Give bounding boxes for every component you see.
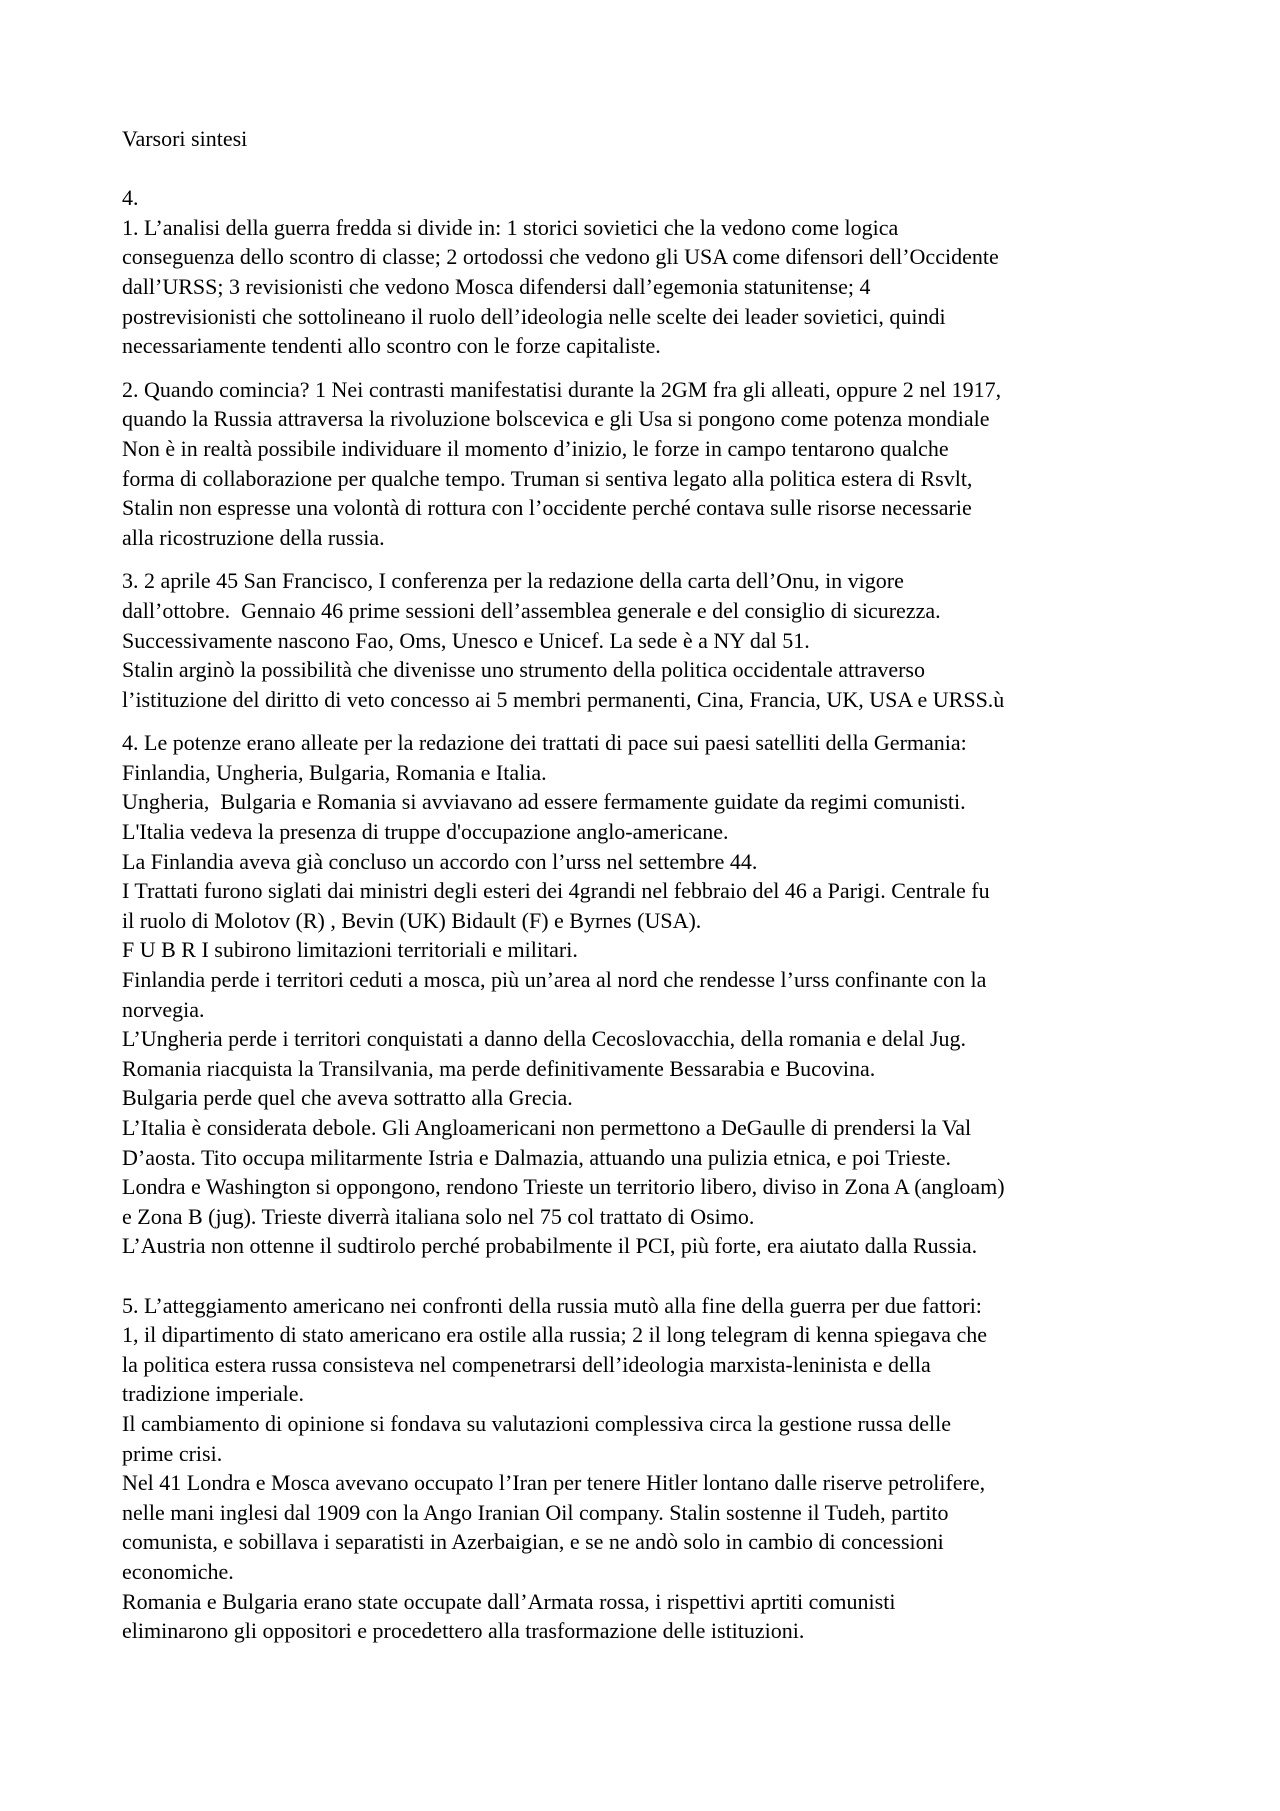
paragraph-line: 1. L’analisi della guerra fredda si divide in: 1 storici sovietici che la vedono come logica [122,214,899,240]
paragraph-line: Romania e Bulgaria erano state occupate dall’Armata rossa, i rispettivi aprtiti comunisti [122,1588,896,1614]
paragraph-line: eliminarono gli oppositori e procedettero alla trasformazione delle istituzioni. [122,1618,805,1644]
paragraph-line: l’istituzione del diritto di veto concesso ai 5 membri permanenti, Cina, Francia, UK, USA e URSS.ù [122,686,1005,712]
paragraph-line: necessariamente tendenti allo scontro con le forze capitaliste. [122,333,661,359]
paragraph-line: Stalin non espresse una volontà di rottura con l’occidente perché contava sulle risorse necessarie [122,495,972,521]
spacer [122,361,1182,375]
paragraph-line: dall’ottobre. Gennaio 46 prime sessioni dell’assemblea generale e del consiglio di sicurezza. [122,597,941,623]
paragraph-2 [122,375,1182,553]
paragraph-line: dall’URSS; 3 revisionisti che vedono Mosca difendersi dall’egemonia statunitense; 4 [122,273,871,299]
paragraph-line: nelle mani inglesi dal 1909 con la Ango Iranian Oil company. Stalin sostenne il Tudeh, partito [122,1499,949,1525]
paragraph-line: 5. L’atteggiamento americano nei confronti della russia mutò alla fine della guerra per due fattori: [122,1292,982,1318]
paragraph-line: Finlandia perde i territori ceduti a mosca, più un’area al nord che rendesse l’urss confinante con la [122,967,987,993]
paragraph-line: conseguenza dello scontro di classe; 2 ortodossi che vedono gli USA come difensori dell’Occidente [122,244,999,270]
paragraph-line: 1, il dipartimento di stato americano era ostile alla russia; 2 il long telegram di kenna spiegava che [122,1322,988,1348]
paragraph-line: D’aosta. Tito occupa militarmente Istria e Dalmazia, attuando una pulizia etnica, e poi Trieste. [122,1144,952,1170]
paragraph-line: alla ricostruzione della russia. [122,524,385,550]
paragraph-line: tradizione imperiale. [122,1381,305,1407]
paragraph-line: Il cambiamento di opinione si fondava su valutazioni complessiva circa la gestione russa delle [122,1410,952,1436]
paragraph-line: postrevisionisti che sottolineano il ruolo dell’ideologia nelle scelte dei leader sovietici, quindi [122,303,946,329]
paragraph-line: Londra e Washington si oppongono, rendono Trieste un territorio libero, diviso in Zona A (angloam) [122,1174,1005,1200]
paragraph-line: il ruolo di Molotov (R) , Bevin (UK) Bidault (F) e Byrnes (USA). [122,907,702,933]
spacer [122,1261,1182,1291]
paragraph-line: Finlandia, Ungheria, Bulgaria, Romania e Italia. [122,759,547,785]
paragraph-line: Ungheria, Bulgaria e Romania si avviavano ad essere fermamente guidate da regimi comunisti. [122,789,966,815]
paragraph-line: la politica estera russa consisteva nel compenetrarsi dell’ideologia marxista-leninista e della [122,1351,931,1377]
paragraph-line: L’Austria non ottenne il sudtirolo perché probabilmente il PCI, più forte, era aiutato dalla Russia. [122,1233,978,1259]
paragraph-line: I Trattati furono siglati dai ministri degli esteri dei 4grandi nel febbraio del 46 a Parigi. Centrale fu [122,878,990,904]
paragraph-line: Stalin arginò la possibilità che divenisse uno strumento della politica occidentale attraverso [122,657,925,683]
paragraph-line: Nel 41 Londra e Mosca avevano occupato l’Iran per tenere Hitler lontano dalle riserve petrolifere, [122,1470,986,1496]
paragraph-line: forma di collaborazione per qualche tempo. Truman si sentiva legato alla politica estera di Rsvlt, [122,465,973,491]
paragraph-4 [122,728,1182,1261]
chapter-number: 4. [122,185,139,211]
paragraph-line: comunista, e sobillava i separatisti in Azerbaigian, e se ne andò solo in cambio di concessioni [122,1529,944,1555]
paragraph-1 [122,213,1182,361]
document-title: Varsori sintesi [122,126,248,151]
spacer [122,154,1182,184]
paragraph-line: L’Italia è considerata debole. Gli Angloamericani non permettono a DeGaulle di prendersi la Val [122,1115,972,1140]
paragraph-line: quando la Russia attraversa la rivoluzione bolscevica e gli Usa si pongono come potenza mondiale [122,406,990,432]
paragraph-5 [122,1291,1182,1646]
paragraph-line: prime crisi. [122,1440,223,1466]
paragraph-line: e Zona B (jug). Trieste diverrà italiana solo nel 75 col trattato di Osimo. [122,1203,755,1229]
paragraph-line: economiche. [122,1558,234,1584]
paragraph-line: Non è in realtà possibile individuare il momento d’inizio, le forze in campo tentarono qualche [122,435,949,461]
spacer [122,552,1182,566]
paragraph-line: Bulgaria perde quel che aveva sottratto alla Grecia. [122,1085,573,1111]
paragraph-line: La Finlandia aveva già concluso un accordo con l’urss nel settembre 44. [122,848,758,874]
paragraph-line: norvegia. [122,996,205,1022]
paragraph-line: Successivamente nascono Fao, Oms, Unesco e Unicef. La sede è a NY dal 51. [122,627,810,653]
paragraph-3 [122,566,1182,714]
paragraph-line: F U B R I subirono limitazioni territoriali e militari. [122,937,578,963]
paragraph-line: 3. 2 aprile 45 San Francisco, I conferenza per la redazione della carta dell’Onu, in vigore [122,568,904,594]
paragraph-line: L'Italia vedeva la presenza di truppe d'occupazione anglo-americane. [122,819,729,845]
paragraph-line: 2. Quando comincia? 1 Nei contrasti manifestatisi durante la 2GM fra gli alleati, oppure 2 nel 1917, [122,376,1002,402]
paragraph-line: L’Ungheria perde i territori conquistati a danno della Cecoslovacchia, della romania e delal Jug. [122,1026,967,1052]
spacer [122,714,1182,728]
document-page [122,124,1182,1646]
paragraph-line: Romania riacquista la Transilvania, ma perde definitivamente Bessarabia e Bucovina. [122,1055,876,1081]
paragraph-line: 4. Le potenze erano alleate per la redazione dei trattati di pace sui paesi satelliti della Germania: [122,730,967,756]
